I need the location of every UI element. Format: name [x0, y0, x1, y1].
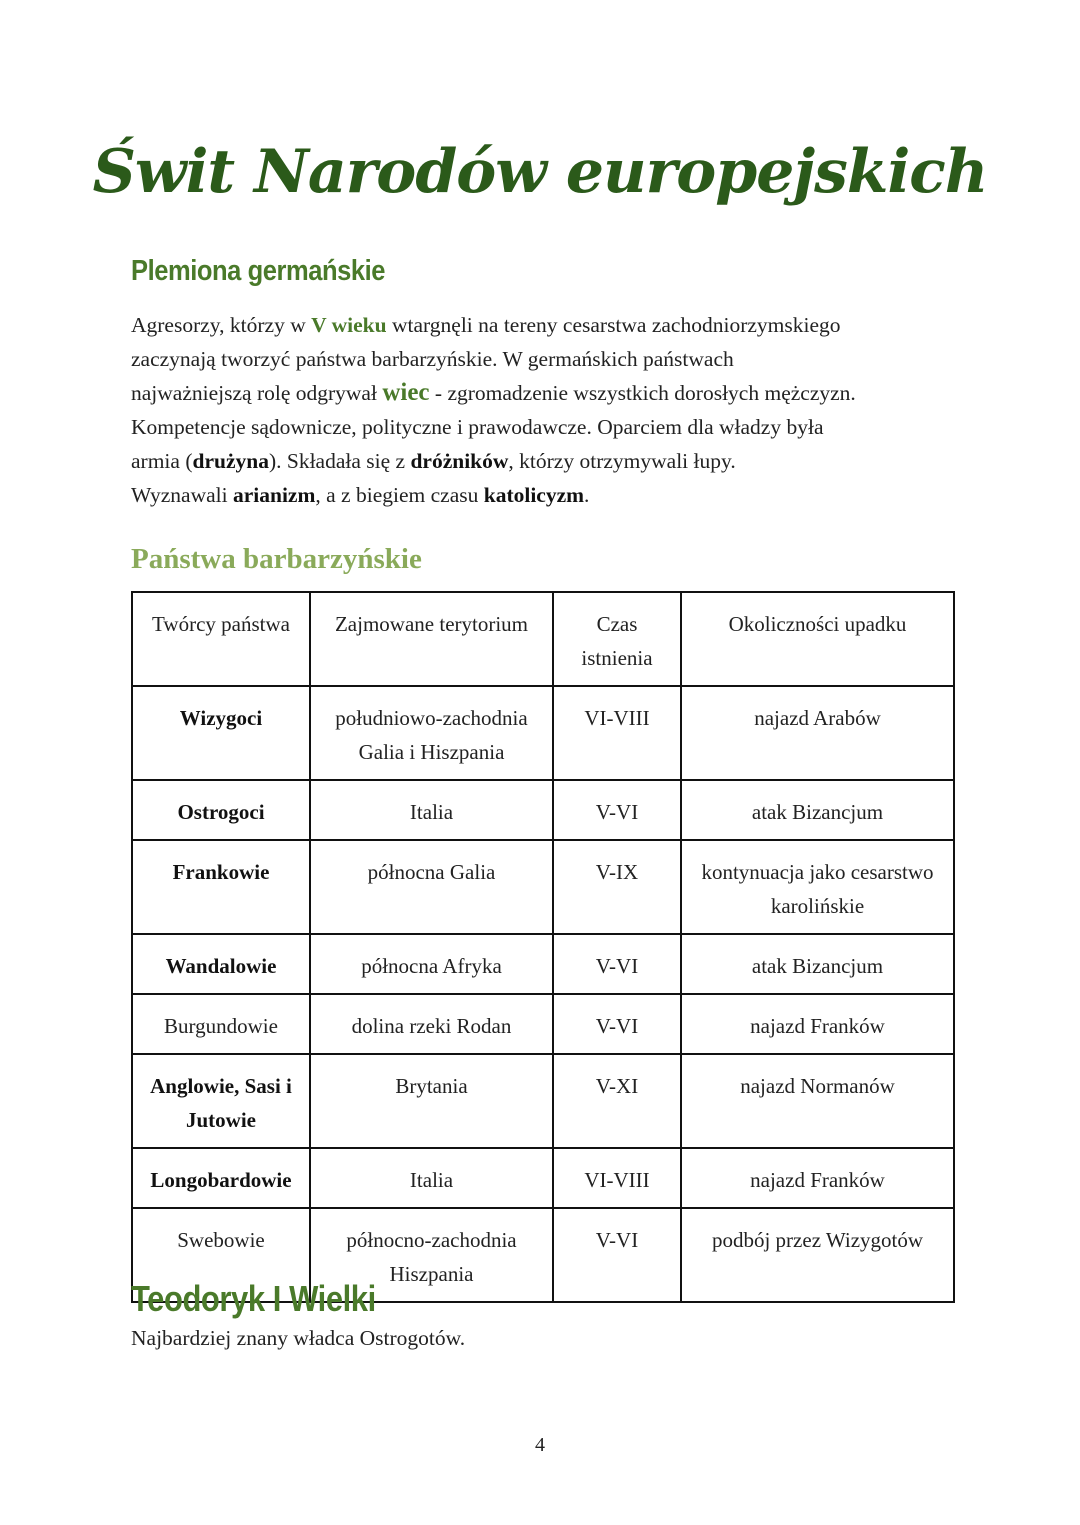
- cell-creators: Ostrogoci: [132, 780, 310, 840]
- cell-territory: Brytania: [310, 1054, 553, 1148]
- cell-period: VI-VIII: [553, 686, 681, 780]
- table-header-row: [132, 592, 954, 686]
- cell-period: V-VI: [553, 1208, 681, 1302]
- cell-territory: północna Galia: [310, 840, 553, 934]
- table-row: [132, 840, 954, 934]
- barbarian-states-table: [131, 591, 955, 1303]
- bold-term: drużyna: [192, 449, 269, 473]
- bold-term: dróżników: [410, 449, 509, 473]
- section-heading-teodoryk: Teodoryk I Wielki: [131, 1278, 376, 1319]
- table-row: [132, 994, 954, 1054]
- header-period: Czas istnienia: [553, 592, 681, 686]
- page-title: Świt Narodów europejskich: [92, 137, 988, 207]
- paragraph-line: [131, 376, 961, 410]
- table-row: [132, 1054, 954, 1148]
- cell-fall: najazd Normanów: [681, 1054, 954, 1148]
- cell-period: V-VI: [553, 780, 681, 840]
- cell-territory: północno-zachodnia Hiszpania: [310, 1208, 553, 1302]
- cell-fall: atak Bizancjum: [681, 934, 954, 994]
- text-segment: armia (: [131, 449, 193, 473]
- section-paragraph-plemiona: [131, 308, 961, 512]
- section-heading-panstwa: Państwa barbarzyńskie: [131, 543, 422, 575]
- text-segment: - zgromadzenie wszystkich dorosłych mężczyzn.: [429, 381, 856, 405]
- cell-territory: północna Afryka: [310, 934, 553, 994]
- cell-fall: najazd Arabów: [681, 686, 954, 780]
- cell-period: V-VI: [553, 934, 681, 994]
- cell-territory: Italia: [310, 1148, 553, 1208]
- cell-period: V-VI: [553, 994, 681, 1054]
- cell-period: VI-VIII: [553, 1148, 681, 1208]
- cell-period: V-XI: [553, 1054, 681, 1148]
- paragraph-line: [131, 478, 961, 512]
- paragraph-line: [131, 444, 961, 478]
- text-segment: Wyznawali: [131, 483, 233, 507]
- cell-creators: Longobardowie: [132, 1148, 310, 1208]
- cell-fall: kontynuacja jako cesarstwo karolińskie: [681, 840, 954, 934]
- section-heading-plemiona: Plemiona germańskie: [131, 255, 386, 287]
- paragraph-line: [131, 342, 961, 376]
- text-segment: najważniejszą rolę odgrywał: [131, 381, 383, 405]
- bold-term: katolicyzm: [483, 483, 585, 507]
- paragraph-line: [131, 410, 961, 444]
- text-segment: zaczynają tworzyć państwa barbarzyńskie. W germańskich państwach: [131, 347, 734, 371]
- text-segment: , którzy otrzymywali łupy.: [508, 449, 736, 473]
- cell-fall: najazd Franków: [681, 1148, 954, 1208]
- cell-fall: podbój przez Wizygotów: [681, 1208, 954, 1302]
- cell-creators: Swebowie: [132, 1208, 310, 1302]
- cell-creators: Anglowie, Sasi i Jutowie: [132, 1054, 310, 1148]
- text-segment: wtargnęli na tereny cesarstwa zachodniorzymskiego: [386, 313, 841, 337]
- highlighted-term: wiec: [382, 379, 430, 406]
- cell-creators: Frankowie: [132, 840, 310, 934]
- table-row: [132, 780, 954, 840]
- cell-territory: dolina rzeki Rodan: [310, 994, 553, 1054]
- header-creators: Twórcy państwa: [132, 592, 310, 686]
- cell-creators: Wizygoci: [132, 686, 310, 780]
- cell-period: V-IX: [553, 840, 681, 934]
- cell-creators: Wandalowie: [132, 934, 310, 994]
- text-segment: Agresorzy, którzy w: [131, 313, 312, 337]
- table-row: [132, 934, 954, 994]
- text-segment: , a z biegiem czasu: [315, 483, 484, 507]
- text-segment: ). Składała się z: [268, 449, 411, 473]
- text-segment: .: [584, 483, 590, 507]
- cell-creators: Burgundowie: [132, 994, 310, 1054]
- page-number: 4: [535, 1434, 545, 1456]
- highlighted-term: V wieku: [311, 313, 387, 337]
- cell-territory: Italia: [310, 780, 553, 840]
- cell-fall: najazd Franków: [681, 994, 954, 1054]
- table-row: [132, 686, 954, 780]
- section-text-teodoryk: Najbardziej znany władca Ostrogotów.: [131, 1326, 466, 1350]
- table-row: [132, 1148, 954, 1208]
- header-territory: Zajmowane terytorium: [310, 592, 553, 686]
- text-segment: Kompetencje sądownicze, polityczne i prawodawcze. Oparciem dla władzy była: [131, 415, 824, 439]
- header-fall: Okoliczności upadku: [681, 592, 954, 686]
- bold-term: arianizm: [232, 483, 316, 507]
- paragraph-line: [131, 308, 961, 342]
- cell-territory: południowo-zachodnia Galia i Hiszpania: [310, 686, 553, 780]
- cell-fall: atak Bizancjum: [681, 780, 954, 840]
